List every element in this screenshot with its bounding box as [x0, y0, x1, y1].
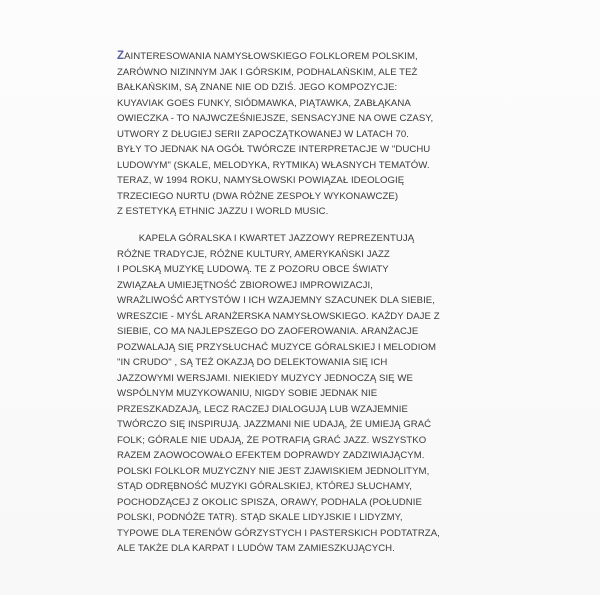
- text-line: PRZESZKADZAJĄ, LECZ RACZEJ DIALOGUJĄ LUB WZAJEMNIE: [117, 403, 408, 415]
- text-line: [117, 49, 418, 65]
- text-line: LUDOWYM" (SKALE, MELODYKA, RYTMIKA) WŁASNYCH TEMATÓW.: [117, 159, 430, 171]
- text-line: KAPELA GÓRALSKA I KWARTET JAZZOWY REPREZENTUJĄ: [117, 233, 415, 244]
- text-line: FOLK; GÓRALE NIE UDAJĄ, ŻE POTRAFIĄ GRAĆ JAZZ. WSZYSTKO: [117, 434, 427, 446]
- text-line: JAZZOWYMI WERSJAMI. NIEKIEDY MUZYCY JEDNOCZĄ SIĘ WE: [117, 372, 413, 384]
- text-line: BAŁKAŃSKIM, SĄ ZNANE NIE OD DZIŚ. JEGO KOMPOZYCJE:: [117, 82, 398, 93]
- paragraph-1: [117, 49, 433, 220]
- text-line: WRAŻLIWOŚĆ ARTYSTÓW I ICH WZAJEMNY SZACUNEK DLA SIEBIE,: [117, 295, 435, 306]
- text-line: POLSKI FOLKLOR MUZYCZNY NIE JEST ZJAWISKIEM JEDNOLITYM,: [117, 465, 430, 477]
- text-line: WSPÓLNYM MUZYKOWANIU, NIGDY SOBIE JEDNAK NIE: [117, 388, 378, 399]
- text-line: TYPOWE DLA TERENÓW GÓRZYSTYCH I PASTERSKICH PODTATRZA,: [117, 527, 440, 539]
- text-line: POCHODZĄCEJ Z OKOLIC SPISZA, ORAWY, PODHALA (POŁUDNIE: [117, 496, 422, 508]
- text-line: "IN CRUDO" , SĄ TEŻ OKAZJĄ DO DELEKTOWANIA SIĘ ICH: [117, 357, 388, 368]
- text-line: UTWORY Z DŁUGIEJ SERII ZAPOCZĄTKOWANEJ W LATACH 70.: [117, 128, 409, 140]
- text-line: ZWIĄZAŁA UMIEJĘTNOŚĆ ZBIOROWEJ IMPROWIZACJI,: [117, 279, 373, 291]
- text-line: TERAZ, W 1994 ROKU, NAMYSŁOWSKI POWIĄZAŁ IDEOLOGIĘ: [117, 175, 405, 186]
- text-line: OWIECZKA - TO NAJWCZEŚNIEJSZE, SENSACYJNE NA OWE CZASY,: [117, 113, 434, 124]
- dropcap-letter: Z: [117, 50, 125, 62]
- text-line: ALE TAKŻE DLA KARPAT I LUDÓW TAM ZAMIESZKUJĄCYCH.: [117, 543, 395, 554]
- text-line: I POLSKĄ MUZYKĘ LUDOWĄ. TE Z POZORU OBCE ŚWIATY: [117, 264, 389, 275]
- text-line: TWÓRCZO SIĘ INSPIRUJĄ. JAZZMANI NIE UDAJĄ, ŻE UMIEJĄ GRAĆ: [117, 419, 432, 430]
- text-line: SIEBIE, CO MA NAJLEPSZEGO DO ZAOFEROWANIA. ARANŻACJE: [117, 326, 419, 337]
- text-line: WRESZCIE - MYŚL ARANŻERSKA NAMYSŁOWSKIEGO. KAŻDY DAJE Z: [117, 310, 440, 322]
- text-line: POZWALAJĄ SIĘ PRZYSŁUCHAĆ MUZYCE GÓRALSKIEJ I MELODIOM: [117, 341, 436, 353]
- text-line: ZARÓWNO NIZINNYM JAK I GÓRSKIM, PODHALAŃSKIM, ALE TEŻ: [117, 66, 418, 78]
- text-line: BYŁY TO JEDNAK NA OGÓŁ TWÓRCZE INTERPRETACJE W "DUCHU: [117, 144, 431, 155]
- text-line: Z ESTETYKĄ ETHNIC JAZZU I WORLD MUSIC.: [117, 206, 329, 217]
- paragraph-2: [117, 231, 440, 557]
- text-line: TRZECIEGO NURTU (DWA RÓŻNE ZESPOŁY WYKONAWCZE): [117, 190, 399, 202]
- text-line: RÓŻNE TRADYCJE, RÓŻNE KULTURY, AMERYKAŃSKI JAZZ: [117, 248, 390, 260]
- line-text: AINTERESOWANIA NAMYSŁOWSKIEGO FOLKLOREM POLSKIM,: [124, 51, 418, 62]
- text-line: STĄD ODRĘBNOŚĆ MUZYKI GÓRALSKIEJ, KTÓREJ SŁUCHAMY,: [117, 481, 412, 492]
- text-line: KUYAVIAK GOES FUNKY, SIÓDMAWKA, PIĄTAWKA, ZABŁĄKANA: [117, 97, 411, 109]
- text-line: POLSKI, PODNÓŻE TATR). STĄD SKALE LIDYJSKIE I LIDYZMY,: [117, 512, 403, 523]
- text-line: RAZEM ZAOWOCOWAŁO EFEKTEM DOPRAWDY ZADZIWIAJĄCYM.: [117, 450, 425, 461]
